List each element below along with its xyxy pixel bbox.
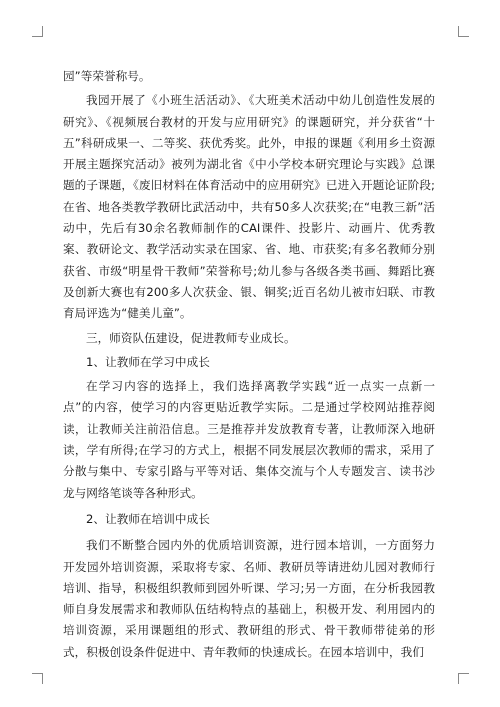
section-heading-teacher-development: 三，师资队伍建设，促进教师专业成长。 bbox=[86, 330, 296, 345]
document-body bbox=[63, 66, 435, 663]
paragraph-honor-title-end: 园”等荣誉称号。 bbox=[63, 69, 151, 83]
subheading-learning: 1、让教师在学习中成长 bbox=[86, 354, 210, 369]
crop-mark-top-right bbox=[458, 26, 469, 37]
crop-mark-bottom-left bbox=[32, 673, 43, 684]
crop-mark-top-left bbox=[32, 26, 43, 37]
crop-mark-bottom-right bbox=[458, 673, 469, 684]
paragraph-research-achievements: 我园开展了《小班生活活动》、《大班美术活动中幼儿创造性发展的研究》、《视频展台教材的开发与应用研究》的课题研究，并分获省“十五”科研成果一、二等奖、获优秀奖。此外，申报的课题《利用乡土资源开展主题探究活动》被列为湖北省《中小学校本研究理论与实践》总课题的子课题，《废旧材料在体育活动中的应用研究》已进入开题论证阶段;在省、地各类教学教研比武活动中，共有50多人次获奖;在“电教三新”活动中，先后有30余名教师制作的CAI课件、投影片、动画片、优秀教案、教研论文、教学活动实录在国家、省、地、市获奖;有多名教师分别获省、市级“明星骨干教师”荣誉称号;幼儿参与各级各类书画、舞蹈比赛及创新大赛也有200多人次获金、银、铜奖;近百名幼儿被市妇联、市教育局评选为“健美儿童”。 bbox=[63, 93, 435, 321]
subheading-training: 2、让教师在培训中成长 bbox=[86, 511, 210, 526]
paragraph-learning-content: 在学习内容的选择上，我们选择离教学实践“近一点实一点新一点”的内容，使学习的内容更贴近教学实际。二是通过学校网站推荐阅读，让教师关注前沿信息。三是推荐并发放教育专著，让教师深入地研读，学有所得;在学习的方式上，根据不同发展层次教师的需求，采用了分散与集中、专家引路与平等对话、集体交流与个人专题发言、读书沙龙与网络笔谈等各种形式。 bbox=[63, 379, 435, 500]
paragraph-training-resources: 我们不断整合园内外的优质培训资源，进行园本培训，一方面努力开发园外培训资源，采取将专家、名师、教研员等请进幼儿园对教师行培训、指导，积极组织教师到园外听课、学习;另一方面，在分析我园教师自身发展需求和教师队伍结构特点的基础上，积极开发、利用园内的培训资源，采用课题组的形式、教研组的形式、骨干教师带徒弟的形式，积极创设条件促进中、青年教师的快速成长。在园本培训中，我们 bbox=[63, 538, 435, 659]
